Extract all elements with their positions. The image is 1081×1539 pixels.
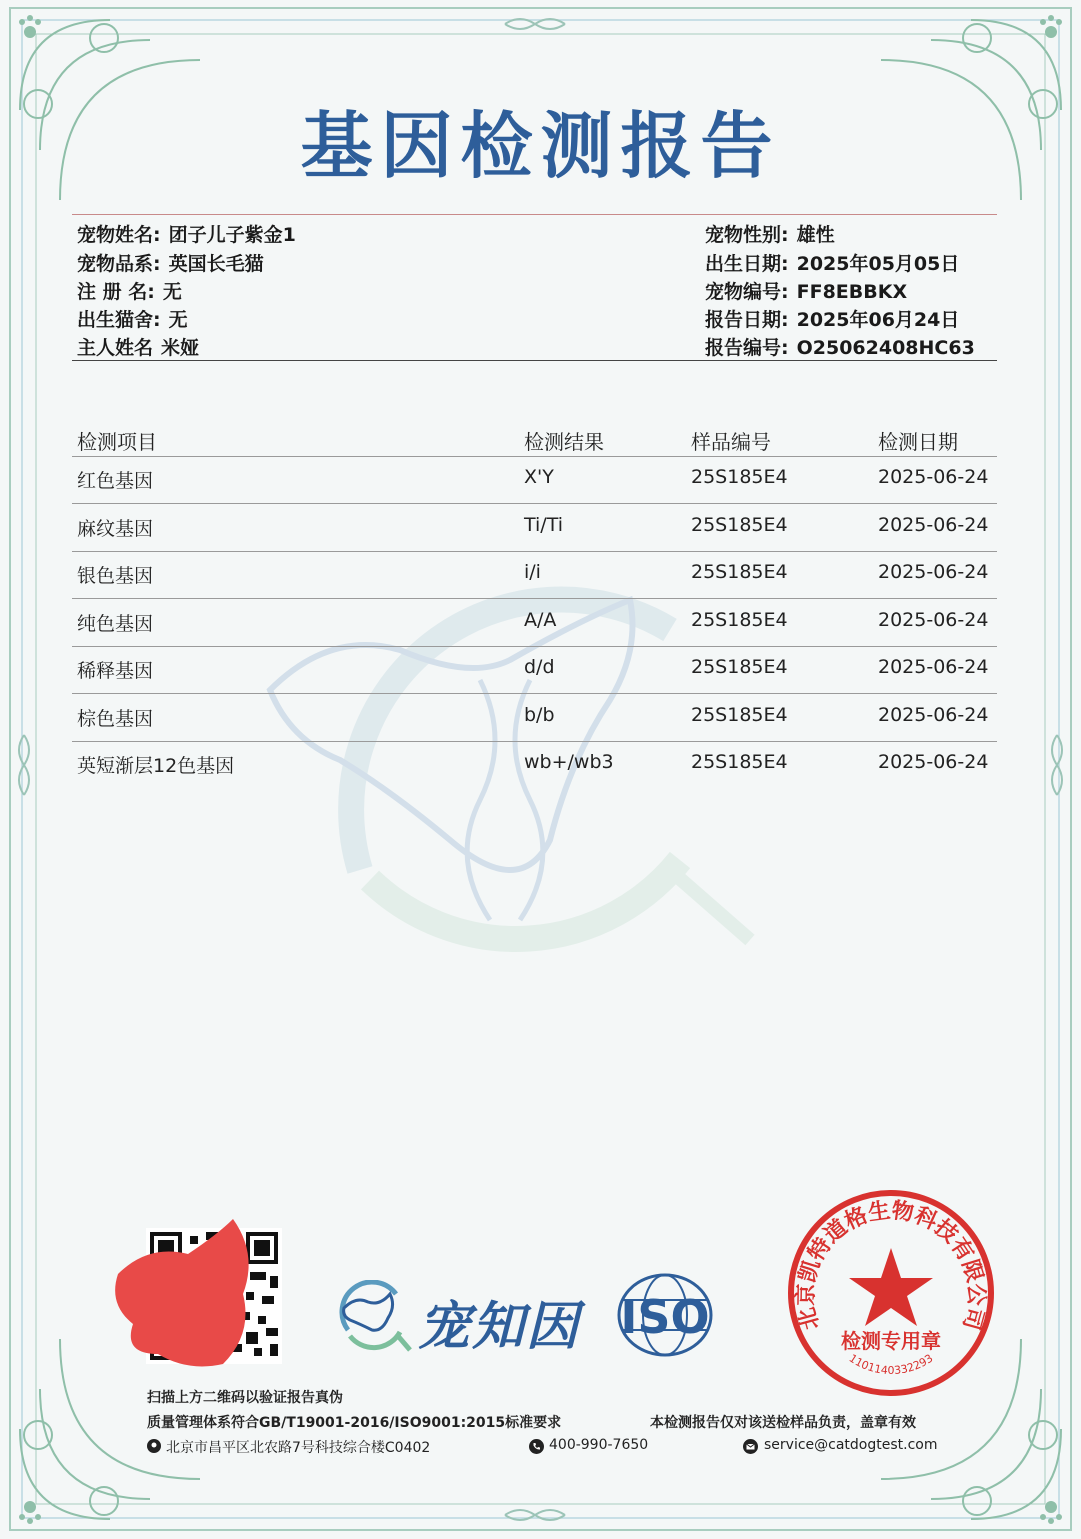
row-test-date: 2025-06-24	[878, 466, 989, 488]
owner-label: 主人姓名	[77, 337, 154, 359]
report-date-label: 报告日期:	[705, 309, 789, 331]
row-sample-id: 25S185E4	[691, 703, 788, 726]
redaction-mark	[108, 1214, 268, 1374]
row-sample-id: 25S185E4	[691, 656, 788, 678]
quality-standard-note: 质量管理体系符合GB/T19001-2016/ISO9001:2015标准要求	[147, 1415, 562, 1431]
iso-logo-text: ISO	[620, 1290, 710, 1344]
pet-breed-label: 宠物品系:	[77, 253, 161, 275]
table-row-divider	[72, 741, 997, 742]
company-logo-icon	[338, 1280, 412, 1354]
row-sample-id: 25S185E4	[691, 513, 788, 536]
report-date-row	[705, 305, 959, 329]
birth-date-label: 出生日期:	[705, 253, 789, 275]
row-test-item: 棕色基因	[77, 707, 154, 730]
report-number-row	[705, 333, 975, 357]
table-row-divider	[72, 646, 997, 647]
svg-text:检测专用章: 检测专用章	[841, 1329, 941, 1353]
cattery-label: 出生猫舍:	[77, 309, 161, 331]
owner-value: 米娅	[161, 337, 200, 359]
row-test-date: 2025-06-24	[878, 513, 989, 536]
header-result: 检测结果	[524, 430, 604, 454]
header-sample-id: 样品编号	[691, 430, 771, 454]
cattery-row	[77, 305, 188, 329]
pet-id-label: 宠物编号:	[705, 281, 789, 303]
table-header-rule	[72, 456, 997, 457]
phone-icon	[529, 1439, 544, 1454]
pet-id-row	[705, 277, 907, 301]
birth-date-value: 2025年05月05日	[796, 253, 960, 275]
svg-text:北京凯特道格生物科技有限公司: 北京凯特道格生物科技有限公司	[792, 1197, 990, 1333]
watermark-logo-icon	[250, 540, 770, 960]
row-result: i/i	[524, 561, 541, 583]
location-pin-icon	[147, 1439, 161, 1453]
pet-name-value: 团子儿子紫金1	[168, 224, 296, 246]
row-test-date: 2025-06-24	[878, 561, 989, 583]
email-icon	[743, 1439, 758, 1454]
row-sample-id: 25S185E4	[691, 561, 788, 583]
pet-breed-value: 英国长毛猫	[168, 253, 264, 275]
row-test-item: 稀释基因	[77, 660, 154, 682]
pet-sex-value: 雄性	[796, 224, 835, 246]
email-text: service@catdogtest.com	[764, 1437, 938, 1453]
row-test-item: 麻纹基因	[77, 517, 154, 540]
table-row-divider	[72, 693, 997, 694]
row-result: wb+/wb3	[524, 751, 614, 773]
pet-sex-label: 宠物性别:	[705, 224, 789, 246]
header-test-date: 检测日期	[878, 430, 958, 454]
table-row-divider	[72, 551, 997, 552]
row-test-date: 2025-06-24	[878, 703, 989, 726]
pet-breed-row	[77, 249, 264, 273]
company-seal-stamp	[784, 1186, 998, 1400]
phone-text: 400-990-7650	[549, 1437, 649, 1453]
row-result: d/d	[524, 656, 555, 678]
report-date-value: 2025年06月24日	[796, 309, 960, 331]
row-test-item: 纯色基因	[77, 612, 154, 635]
pet-sex-row	[705, 220, 835, 244]
row-sample-id: 25S185E4	[691, 751, 788, 773]
row-sample-id: 25S185E4	[691, 608, 788, 631]
row-test-date: 2025-06-24	[878, 608, 989, 631]
info-top-rule	[72, 214, 997, 215]
table-row-divider	[72, 503, 997, 504]
row-result: X'Y	[524, 466, 554, 488]
row-test-item: 英短渐层12色基因	[77, 755, 235, 777]
disclaimer-note: 本检测报告仅对该送检样品负责，盖章有效	[650, 1415, 916, 1431]
info-bottom-rule	[72, 360, 997, 361]
header-test-item: 检测项目	[77, 430, 157, 454]
row-test-date: 2025-06-24	[878, 656, 989, 678]
registered-name-label: 注 册 名:	[77, 281, 155, 303]
row-result: Ti/Ti	[524, 513, 564, 536]
row-test-item: 红色基因	[77, 470, 154, 492]
pet-name-label: 宠物姓名:	[77, 224, 161, 246]
row-sample-id: 25S185E4	[691, 466, 788, 488]
row-result: A/A	[524, 608, 557, 631]
table-row-divider	[72, 598, 997, 599]
report-title: 基因检测报告	[300, 104, 781, 188]
address-text: 北京市昌平区北农路7号科技综合楼C0402	[166, 1440, 431, 1456]
svg-text:1101140332293: 1101140332293	[846, 1351, 936, 1378]
report-number-label: 报告编号:	[705, 337, 789, 359]
owner-row	[77, 333, 199, 357]
report-number-value: O25062408HC63	[796, 337, 975, 359]
pet-name-row	[77, 220, 296, 244]
registered-name-value: 无	[162, 281, 182, 303]
birth-date-row	[705, 249, 959, 273]
pet-id-value: FF8EBBKX	[796, 281, 908, 303]
company-logo-text: 宠知因	[418, 1297, 581, 1357]
row-test-date: 2025-06-24	[878, 751, 989, 773]
registered-name-row	[77, 277, 182, 301]
row-result: b/b	[524, 703, 555, 726]
row-test-item: 银色基因	[77, 565, 154, 587]
cattery-value: 无	[168, 309, 188, 331]
qr-verify-note: 扫描上方二维码以验证报告真伪	[147, 1390, 343, 1406]
